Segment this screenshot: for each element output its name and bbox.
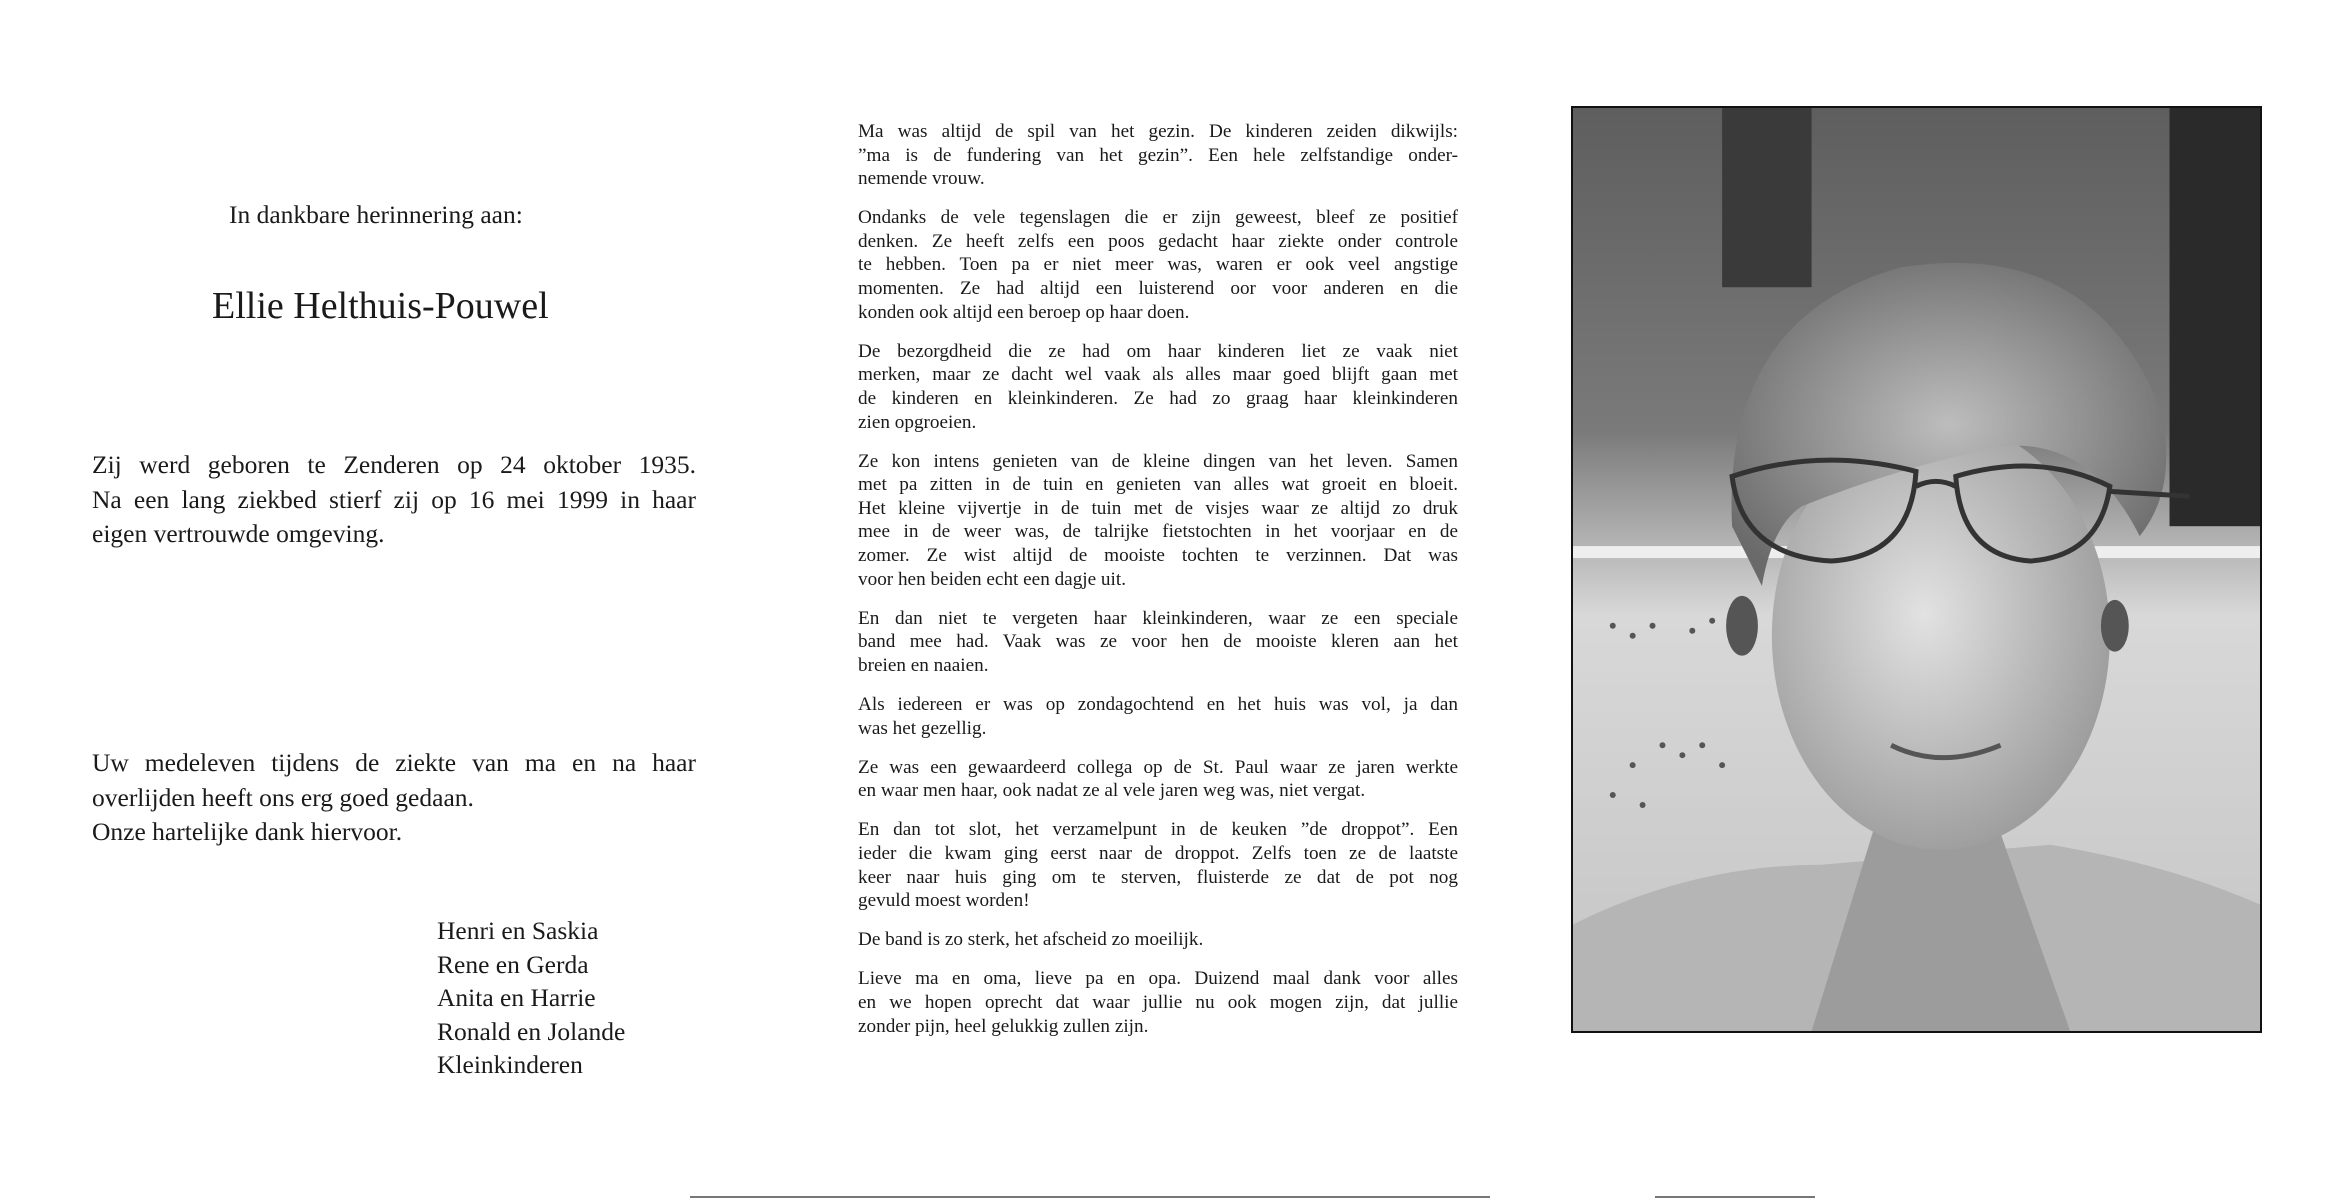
birth-line: eigen vertrouwde omgeving. [92, 519, 385, 548]
tribute-line: De band is zo sterk, het afscheid zo moeilijk. [858, 929, 1204, 951]
thanks-line: Uw medeleven tijdens de ziekte van ma en na haar [92, 748, 696, 777]
tribute-line: nemende vrouw. [858, 168, 985, 190]
thanks-text [92, 746, 696, 850]
signer: Kleinkinderen [437, 1050, 583, 1079]
tribute-paragraph [858, 206, 1458, 324]
tribute-line: Ondanks de vele tegenslagen die er zijn geweest, bleef ze positief [858, 207, 1458, 229]
signer: Ronald en Jolande [437, 1016, 626, 1046]
tribute-line: De bezorgdheid die ze had om haar kinderen liet ze vaak niet [858, 340, 1458, 362]
tribute-paragraph [858, 693, 1458, 740]
tribute-line: keer naar huis ging om te sterven, fluisterde ze dat de pot nog [858, 866, 1458, 888]
thanks-line: overlijden heeft ons erg goed gedaan. [92, 782, 474, 812]
tribute-line: ieder die kwam ging eerst naar de droppot. Zelfs toen ze de laatste [858, 842, 1458, 864]
birth-death-text [92, 448, 696, 552]
portrait-photo [1571, 106, 2262, 1033]
tribute-line: en we hopen oprecht dat waar jullie nu ook mogen zijn, dat jullie [858, 991, 1458, 1013]
tribute-line: Lieve ma en oma, lieve pa en opa. Duizend maal dank voor alles [858, 968, 1458, 990]
bottom-rule [1655, 1196, 1815, 1198]
tribute-paragraph [858, 340, 1458, 434]
deceased-name: Ellie Helthuis-Pouwel [212, 285, 549, 327]
tribute-line: voor hen beiden echt een dagje uit. [858, 568, 1126, 590]
tribute-line: met pa zitten in de tuin en genieten van alles wat groeit en bloeit. [858, 474, 1458, 496]
tribute-line: momenten. Ze had altijd een luisterend oor voor anderen en die [858, 278, 1458, 300]
tribute-line: de kinderen en kleinkinderen. Ze had zo graag haar kleinkinderen [858, 387, 1458, 409]
tribute-line: merken, maar ze dacht wel vaak als alles maar goed blijft gaan met [858, 364, 1458, 386]
tribute-line: En dan tot slot, het verzamelpunt in de keuken ”de droppot”. Een [858, 819, 1458, 841]
tribute-line: Het kleine vijvertje in de tuin met de visjes waar ze altijd zo druk [858, 497, 1458, 519]
tribute-line: Als iedereen er was op zondagochtend en het huis was vol, ja dan [858, 693, 1458, 715]
tribute-line: konden ook altijd een beroep op haar doen. [858, 301, 1190, 323]
tribute-line: gevuld moest worden! [858, 890, 1030, 912]
birth-line: Zij werd geboren te Zenderen op 24 oktober 1935. [92, 450, 696, 479]
signer: Anita en Harrie [437, 983, 596, 1012]
tribute-line: zien opgroeien. [858, 411, 977, 433]
signer: Rene en Gerda [437, 949, 589, 979]
birth-line: Na een lang ziekbed stierf zij op 16 mei 1999 in haar [92, 484, 696, 514]
tribute-paragraph [858, 967, 1458, 1038]
tribute-line: ”ma is de fundering van het gezin”. Een hele zelfstandige onder- [858, 144, 1458, 166]
tribute-line: breien en naaien. [858, 654, 989, 676]
tribute-paragraph [858, 928, 1458, 952]
signer: Henri en Saskia [437, 916, 599, 945]
tribute-line: zomer. Ze wist altijd de mooiste tochten te verzinnen. Dat was [858, 545, 1458, 566]
intro-text: In dankbare herinnering aan: [229, 200, 523, 229]
tribute-line: band mee had. Vaak was ze voor hen de mooiste kleren aan het [858, 631, 1458, 653]
tribute-line: was het gezellig. [858, 717, 987, 739]
left-column [92, 0, 696, 1200]
tribute-line: En dan niet te vergeten haar kleinkinderen, waar ze een speciale [858, 607, 1458, 629]
tribute-paragraph [858, 607, 1458, 678]
tribute-line: en waar men haar, ook nadat ze al vele jaren weg was, niet vergat. [858, 780, 1366, 802]
tribute-line: denken. Ze heeft zelfs een poos gedacht haar ziekte onder controle [858, 230, 1458, 252]
tribute-line: Ze kon intens genieten van de kleine dingen van het leven. Samen [858, 450, 1458, 472]
tribute-line: Ma was altijd de spil van het gezin. De kinderen zeiden dikwijls: [858, 121, 1458, 142]
tribute-line: te hebben. Toen pa er niet meer was, waren er ook veel angstige [858, 254, 1458, 276]
tribute-paragraph [858, 756, 1458, 803]
tribute-paragraph [858, 120, 1458, 191]
tribute-paragraph [858, 818, 1458, 912]
tribute-line: zonder pijn, heel gelukkig zullen zijn. [858, 1015, 1149, 1037]
signers-list [437, 914, 625, 1082]
thanks-line: Onze hartelijke dank hiervoor. [92, 817, 403, 846]
tribute-line: mee in de weer was, de talrijke fietstochten in het voorjaar en de [858, 521, 1458, 543]
tribute-paragraph [858, 450, 1458, 592]
tribute-text [858, 120, 1458, 1054]
tribute-line: Ze was een gewaardeerd collega op de St. Paul waar ze jaren werkte [858, 756, 1458, 778]
bottom-rule [690, 1196, 1490, 1198]
portrait-illustration [1573, 108, 2260, 1031]
